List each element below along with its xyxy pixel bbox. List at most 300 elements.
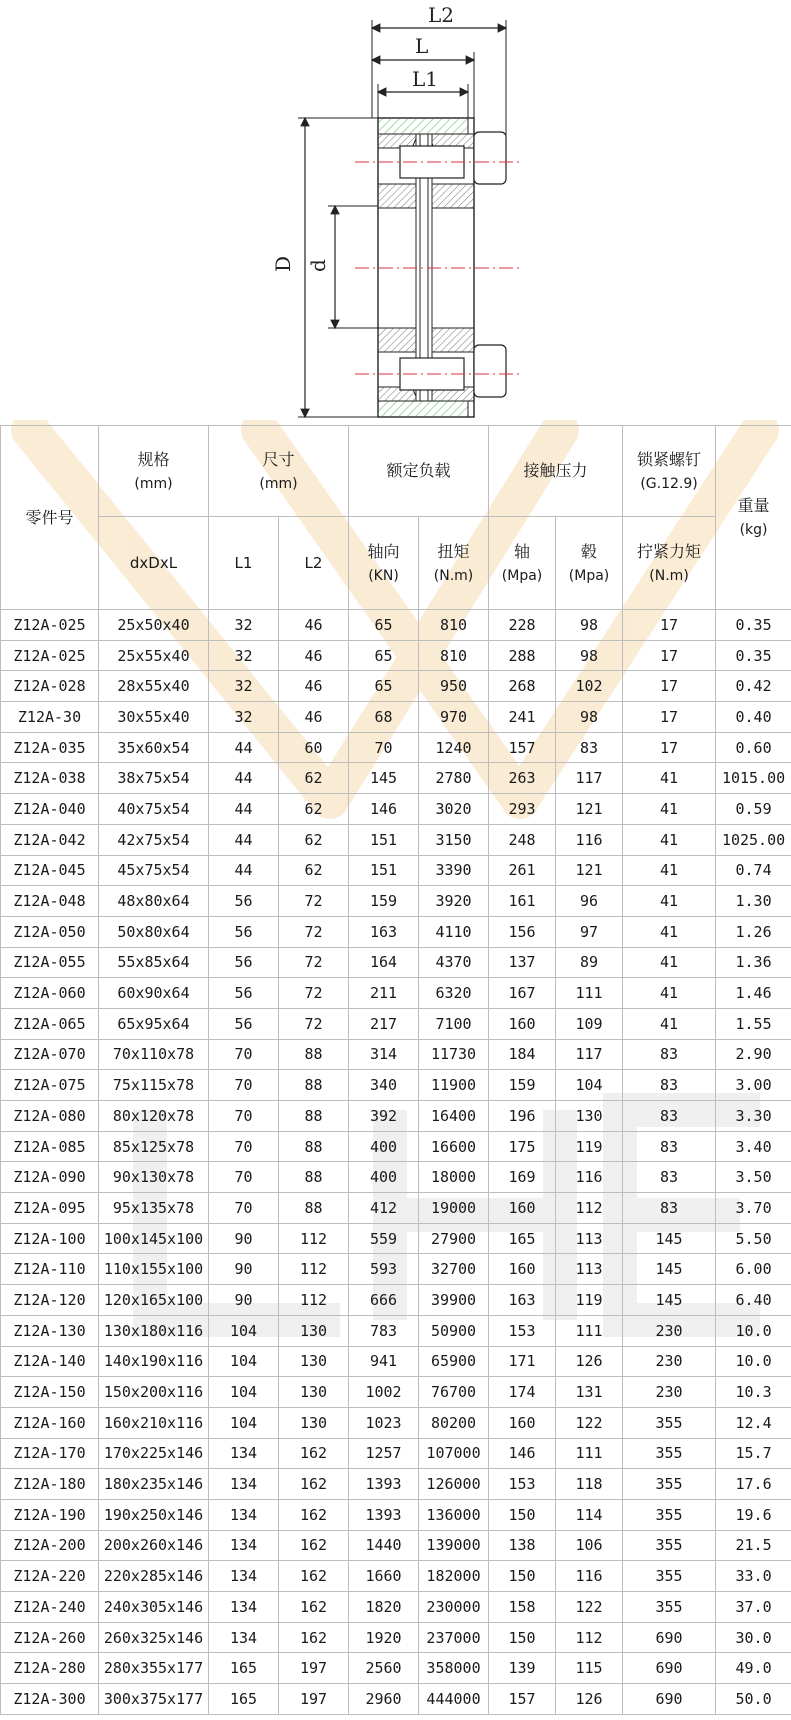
table-cell: 130x180x116 xyxy=(99,1315,209,1346)
table-cell: 65 xyxy=(349,640,419,671)
table-cell: 46 xyxy=(279,640,349,671)
table-cell: 163 xyxy=(349,916,419,947)
table-cell: 44 xyxy=(209,824,279,855)
table-cell: 107000 xyxy=(419,1438,489,1469)
table-cell: 2780 xyxy=(419,763,489,794)
table-row xyxy=(1,671,791,702)
table-row xyxy=(1,855,791,886)
table-cell: 104 xyxy=(209,1346,279,1377)
table-cell: 40x75x54 xyxy=(99,794,209,825)
table-cell: 0.60 xyxy=(716,732,791,763)
table-row xyxy=(1,1131,791,1162)
table-cell: 160 xyxy=(489,1407,556,1438)
table-cell: 65 xyxy=(349,610,419,641)
table-row xyxy=(1,1101,791,1132)
table-cell: 150 xyxy=(489,1499,556,1530)
table-cell: 160 xyxy=(489,1008,556,1039)
table-cell: 167 xyxy=(489,978,556,1009)
table-cell: 117 xyxy=(556,763,623,794)
table-cell: 17 xyxy=(623,702,716,733)
table-cell: 6320 xyxy=(419,978,489,1009)
table-cell: 18000 xyxy=(419,1162,489,1193)
table-cell: 60x90x64 xyxy=(99,978,209,1009)
table-cell: 1.36 xyxy=(716,947,791,978)
table-cell: 88 xyxy=(279,1039,349,1070)
table-cell: 158 xyxy=(489,1592,556,1623)
table-cell: 111 xyxy=(556,978,623,1009)
table-cell: 280x355x177 xyxy=(99,1653,209,1684)
table-cell: 0.35 xyxy=(716,610,791,641)
table-cell: 104 xyxy=(209,1377,279,1408)
table-cell: 165 xyxy=(209,1684,279,1715)
table-cell: 17 xyxy=(623,640,716,671)
table-cell: 444000 xyxy=(419,1684,489,1715)
table-cell: 161 xyxy=(489,886,556,917)
table-cell: 5.50 xyxy=(716,1223,791,1254)
table-cell: Z12A-025 xyxy=(1,640,99,671)
table-cell: 293 xyxy=(489,794,556,825)
table-cell: 72 xyxy=(279,886,349,917)
table-cell: 165 xyxy=(489,1223,556,1254)
table-row xyxy=(1,1499,791,1530)
table-cell: 80x120x78 xyxy=(99,1101,209,1132)
screw-head-top xyxy=(474,132,506,184)
table-cell: 3.30 xyxy=(716,1101,791,1132)
table-cell: 30x55x40 xyxy=(99,702,209,733)
table-cell: 41 xyxy=(623,855,716,886)
table-cell: 55x85x64 xyxy=(99,947,209,978)
table-cell: 941 xyxy=(349,1346,419,1377)
table-cell: 116 xyxy=(556,1561,623,1592)
table-cell: 90x130x78 xyxy=(99,1162,209,1193)
table-cell: 237000 xyxy=(419,1622,489,1653)
table-row xyxy=(1,763,791,794)
table-cell: 162 xyxy=(279,1438,349,1469)
table-cell: 230 xyxy=(623,1377,716,1408)
table-cell: 1.46 xyxy=(716,978,791,1009)
table-cell: 392 xyxy=(349,1101,419,1132)
table-cell: 119 xyxy=(556,1285,623,1316)
table-cell: Z12A-085 xyxy=(1,1131,99,1162)
table-cell: 50.0 xyxy=(716,1684,791,1715)
table-cell: 41 xyxy=(623,763,716,794)
table-cell: 150 xyxy=(489,1622,556,1653)
table-cell: Z12A-042 xyxy=(1,824,99,855)
table-cell: 6.00 xyxy=(716,1254,791,1285)
table-cell: 160x210x116 xyxy=(99,1407,209,1438)
table-cell: 27900 xyxy=(419,1223,489,1254)
table-cell: 130 xyxy=(279,1377,349,1408)
table-cell: 1002 xyxy=(349,1377,419,1408)
table-cell: 3.40 xyxy=(716,1131,791,1162)
table-cell: Z12A-220 xyxy=(1,1561,99,1592)
table-cell: 126000 xyxy=(419,1469,489,1500)
header-shaft: 轴 (Mpa) xyxy=(489,517,556,610)
table-cell: 42x75x54 xyxy=(99,824,209,855)
table-cell: 44 xyxy=(209,794,279,825)
table-cell: 130 xyxy=(556,1101,623,1132)
table-cell: 3390 xyxy=(419,855,489,886)
table-cell: 400 xyxy=(349,1131,419,1162)
table-cell: 116 xyxy=(556,1162,623,1193)
table-row xyxy=(1,1070,791,1101)
table-cell: 3920 xyxy=(419,886,489,917)
table-cell: 16400 xyxy=(419,1101,489,1132)
table-cell: 88 xyxy=(279,1162,349,1193)
table-cell: 151 xyxy=(349,824,419,855)
table-cell: 138 xyxy=(489,1530,556,1561)
table-cell: 196 xyxy=(489,1101,556,1132)
table-cell: 62 xyxy=(279,794,349,825)
table-row xyxy=(1,794,791,825)
table-cell: 220x285x146 xyxy=(99,1561,209,1592)
table-cell: 83 xyxy=(623,1039,716,1070)
table-cell: 180x235x146 xyxy=(99,1469,209,1500)
table-row xyxy=(1,1377,791,1408)
table-cell: 169 xyxy=(489,1162,556,1193)
table-cell: 190x250x146 xyxy=(99,1499,209,1530)
table-cell: 170x225x146 xyxy=(99,1438,209,1469)
table-cell: 112 xyxy=(279,1254,349,1285)
table-cell: 17 xyxy=(623,732,716,763)
table-cell: 4110 xyxy=(419,916,489,947)
table-cell: Z12A-110 xyxy=(1,1254,99,1285)
table-cell: 1440 xyxy=(349,1530,419,1561)
table-cell: 111 xyxy=(556,1315,623,1346)
table-cell: 19000 xyxy=(419,1193,489,1224)
table-row xyxy=(1,732,791,763)
table-cell: 70 xyxy=(209,1039,279,1070)
table-cell: 263 xyxy=(489,763,556,794)
table-cell: 83 xyxy=(623,1101,716,1132)
table-cell: 136000 xyxy=(419,1499,489,1530)
label-d: d xyxy=(306,259,330,272)
table-cell: 248 xyxy=(489,824,556,855)
table-cell: 140x190x116 xyxy=(99,1346,209,1377)
table-cell: 0.59 xyxy=(716,794,791,825)
table-cell: 89 xyxy=(556,947,623,978)
table-cell: 117 xyxy=(556,1039,623,1070)
table-cell: Z12A-050 xyxy=(1,916,99,947)
table-cell: Z12A-025 xyxy=(1,610,99,641)
header-L1: L1 xyxy=(209,517,279,610)
table-cell: 355 xyxy=(623,1561,716,1592)
table-cell: 4370 xyxy=(419,947,489,978)
table-cell: 174 xyxy=(489,1377,556,1408)
table-cell: Z12A-280 xyxy=(1,1653,99,1684)
label-L: L xyxy=(415,34,429,58)
table-cell: Z12A-100 xyxy=(1,1223,99,1254)
table-cell: 6.40 xyxy=(716,1285,791,1316)
table-cell: 114 xyxy=(556,1499,623,1530)
table-cell: 200x260x146 xyxy=(99,1530,209,1561)
table-cell: 690 xyxy=(623,1684,716,1715)
table-cell: 70 xyxy=(209,1131,279,1162)
table-cell: Z12A-028 xyxy=(1,671,99,702)
table-cell: Z12A-055 xyxy=(1,947,99,978)
table-cell: 41 xyxy=(623,947,716,978)
table-cell: 88 xyxy=(279,1193,349,1224)
table-cell: 157 xyxy=(489,1684,556,1715)
table-cell: 10.0 xyxy=(716,1346,791,1377)
table-cell: 412 xyxy=(349,1193,419,1224)
table-cell: 104 xyxy=(209,1315,279,1346)
table-cell: 41 xyxy=(623,824,716,855)
table-cell: 131 xyxy=(556,1377,623,1408)
table-cell: Z12A-150 xyxy=(1,1377,99,1408)
table-cell: Z12A-130 xyxy=(1,1315,99,1346)
table-cell: 1.30 xyxy=(716,886,791,917)
table-cell: 65x95x64 xyxy=(99,1008,209,1039)
table-cell: 83 xyxy=(623,1131,716,1162)
table-cell: 70 xyxy=(209,1162,279,1193)
table-cell: Z12A-048 xyxy=(1,886,99,917)
table-cell: 211 xyxy=(349,978,419,1009)
table-cell: 134 xyxy=(209,1499,279,1530)
table-cell: 197 xyxy=(279,1684,349,1715)
table-cell: 46 xyxy=(279,671,349,702)
table-row xyxy=(1,1469,791,1500)
header-axial: 轴向 (KN) xyxy=(349,517,419,610)
table-row xyxy=(1,1438,791,1469)
table-cell: 145 xyxy=(623,1254,716,1285)
table-cell: 15.7 xyxy=(716,1438,791,1469)
table-cell: 3.00 xyxy=(716,1070,791,1101)
table-cell: 970 xyxy=(419,702,489,733)
table-cell: 45x75x54 xyxy=(99,855,209,886)
table-row xyxy=(1,1039,791,1070)
table-cell: 134 xyxy=(209,1530,279,1561)
table-cell: 137 xyxy=(489,947,556,978)
table-cell: 11730 xyxy=(419,1039,489,1070)
table-row xyxy=(1,916,791,947)
table-cell: 1015.00 xyxy=(716,763,791,794)
screw-head-bottom xyxy=(474,345,506,397)
table-cell: 95x135x78 xyxy=(99,1193,209,1224)
table-cell: 41 xyxy=(623,1008,716,1039)
table-cell: 690 xyxy=(623,1653,716,1684)
table-cell: 50x80x64 xyxy=(99,916,209,947)
table-cell: 163 xyxy=(489,1285,556,1316)
table-cell: 355 xyxy=(623,1469,716,1500)
table-cell: 33.0 xyxy=(716,1561,791,1592)
table-cell: 260x325x146 xyxy=(99,1622,209,1653)
table-cell: 1393 xyxy=(349,1499,419,1530)
table-cell: Z12A-140 xyxy=(1,1346,99,1377)
table-cell: 130 xyxy=(279,1346,349,1377)
table-cell: Z12A-120 xyxy=(1,1285,99,1316)
table-cell: 70 xyxy=(209,1070,279,1101)
table-cell: 113 xyxy=(556,1223,623,1254)
table-cell: 261 xyxy=(489,855,556,886)
header-spec: 规格 (mm) xyxy=(99,426,209,517)
table-cell: Z12A-090 xyxy=(1,1162,99,1193)
table-cell: 162 xyxy=(279,1530,349,1561)
table-row xyxy=(1,1285,791,1316)
table-cell: 162 xyxy=(279,1499,349,1530)
table-row xyxy=(1,1653,791,1684)
table-cell: 104 xyxy=(209,1407,279,1438)
header-screw: 锁紧螺钉 (G.12.9) xyxy=(623,426,716,517)
table-cell: 139 xyxy=(489,1653,556,1684)
technical-drawing xyxy=(0,0,791,425)
table-cell: 145 xyxy=(623,1285,716,1316)
table-cell: 0.40 xyxy=(716,702,791,733)
table-cell: 171 xyxy=(489,1346,556,1377)
table-cell: 106 xyxy=(556,1530,623,1561)
table-cell: 593 xyxy=(349,1254,419,1285)
table-cell: 126 xyxy=(556,1346,623,1377)
table-cell: 164 xyxy=(349,947,419,978)
table-cell: Z12A-065 xyxy=(1,1008,99,1039)
table-cell: Z12A-300 xyxy=(1,1684,99,1715)
table-cell: 70 xyxy=(209,1193,279,1224)
label-D: D xyxy=(271,255,295,272)
table-cell: 56 xyxy=(209,947,279,978)
table-cell: 65 xyxy=(349,671,419,702)
table-cell: 65900 xyxy=(419,1346,489,1377)
table-cell: Z12A-070 xyxy=(1,1039,99,1070)
table-cell: 134 xyxy=(209,1469,279,1500)
header-dxDxL: dxDxL xyxy=(99,517,209,610)
table-cell: 62 xyxy=(279,824,349,855)
table-cell: 112 xyxy=(556,1193,623,1224)
table-cell: 810 xyxy=(419,610,489,641)
table-cell: 98 xyxy=(556,610,623,641)
table-cell: 98 xyxy=(556,702,623,733)
table-cell: 111 xyxy=(556,1438,623,1469)
table-cell: 72 xyxy=(279,947,349,978)
table-cell: 197 xyxy=(279,1653,349,1684)
table-cell: 109 xyxy=(556,1008,623,1039)
table-cell: 153 xyxy=(489,1315,556,1346)
table-cell: 157 xyxy=(489,732,556,763)
table-cell: 32700 xyxy=(419,1254,489,1285)
table-cell: 32 xyxy=(209,610,279,641)
table-cell: 44 xyxy=(209,732,279,763)
table-row xyxy=(1,1561,791,1592)
table-cell: 56 xyxy=(209,1008,279,1039)
table-cell: 162 xyxy=(279,1592,349,1623)
table-cell: 39900 xyxy=(419,1285,489,1316)
table-cell: 2960 xyxy=(349,1684,419,1715)
table-row xyxy=(1,1254,791,1285)
table-row xyxy=(1,1346,791,1377)
table-cell: 126 xyxy=(556,1684,623,1715)
table-cell: 3150 xyxy=(419,824,489,855)
table-cell: Z12A-240 xyxy=(1,1592,99,1623)
table-cell: 145 xyxy=(349,763,419,794)
table-row xyxy=(1,824,791,855)
table-cell: 85x125x78 xyxy=(99,1131,209,1162)
table-cell: 88 xyxy=(279,1131,349,1162)
table-cell: 56 xyxy=(209,886,279,917)
table-cell: 60 xyxy=(279,732,349,763)
table-cell: 41 xyxy=(623,978,716,1009)
table-cell: 76700 xyxy=(419,1377,489,1408)
header-part-no: 零件号 xyxy=(1,426,99,610)
table-cell: Z12A-040 xyxy=(1,794,99,825)
table-cell: 122 xyxy=(556,1592,623,1623)
table-cell: 162 xyxy=(279,1622,349,1653)
table-cell: 1025.00 xyxy=(716,824,791,855)
table-cell: 113 xyxy=(556,1254,623,1285)
table-cell: 783 xyxy=(349,1315,419,1346)
table-cell: 38x75x54 xyxy=(99,763,209,794)
table-cell: 25x55x40 xyxy=(99,640,209,671)
table-row xyxy=(1,978,791,1009)
table-cell: 90 xyxy=(209,1285,279,1316)
table-cell: 30.0 xyxy=(716,1622,791,1653)
table-cell: 400 xyxy=(349,1162,419,1193)
label-L1: L1 xyxy=(412,67,439,91)
table-cell: 44 xyxy=(209,855,279,886)
table-cell: 160 xyxy=(489,1254,556,1285)
table-cell: 100x145x100 xyxy=(99,1223,209,1254)
table-cell: 134 xyxy=(209,1561,279,1592)
table-cell: 70 xyxy=(209,1101,279,1132)
table-cell: 121 xyxy=(556,794,623,825)
header-tightening: 拧紧力矩 (N.m) xyxy=(623,517,716,610)
table-cell: 72 xyxy=(279,916,349,947)
table-cell: 68 xyxy=(349,702,419,733)
table-cell: 70x110x78 xyxy=(99,1039,209,1070)
table-cell: 115 xyxy=(556,1653,623,1684)
table-cell: 75x115x78 xyxy=(99,1070,209,1101)
table-cell: Z12A-095 xyxy=(1,1193,99,1224)
table-cell: Z12A-075 xyxy=(1,1070,99,1101)
table-cell: Z12A-180 xyxy=(1,1469,99,1500)
table-cell: 3.50 xyxy=(716,1162,791,1193)
table-row xyxy=(1,1193,791,1224)
table-cell: 268 xyxy=(489,671,556,702)
table-cell: Z12A-045 xyxy=(1,855,99,886)
table-cell: 98 xyxy=(556,640,623,671)
table-cell: 165 xyxy=(209,1653,279,1684)
table-cell: 72 xyxy=(279,978,349,1009)
table-cell: 355 xyxy=(623,1407,716,1438)
table-cell: 182000 xyxy=(419,1561,489,1592)
table-cell: 83 xyxy=(623,1162,716,1193)
table-row xyxy=(1,1407,791,1438)
table-cell: 112 xyxy=(279,1285,349,1316)
table-cell: 1.55 xyxy=(716,1008,791,1039)
table-cell: 134 xyxy=(209,1438,279,1469)
table-cell: 80200 xyxy=(419,1407,489,1438)
table-cell: 90 xyxy=(209,1254,279,1285)
table-cell: 300x375x177 xyxy=(99,1684,209,1715)
table-cell: 90 xyxy=(209,1223,279,1254)
table-cell: 146 xyxy=(489,1438,556,1469)
spec-table xyxy=(0,425,791,1715)
table-cell: 1393 xyxy=(349,1469,419,1500)
table-cell: 32 xyxy=(209,671,279,702)
table-cell: 358000 xyxy=(419,1653,489,1684)
table-cell: 41 xyxy=(623,886,716,917)
table-cell: 35x60x54 xyxy=(99,732,209,763)
table-cell: 159 xyxy=(349,886,419,917)
table-cell: 44 xyxy=(209,763,279,794)
table-cell: 150x200x116 xyxy=(99,1377,209,1408)
table-cell: 145 xyxy=(623,1223,716,1254)
header-rated-load: 额定负载 xyxy=(349,426,489,517)
table-row xyxy=(1,1684,791,1715)
table-cell: 21.5 xyxy=(716,1530,791,1561)
table-cell: 17 xyxy=(623,671,716,702)
table-cell: 41 xyxy=(623,794,716,825)
table-cell: 112 xyxy=(279,1223,349,1254)
table-cell: 1.26 xyxy=(716,916,791,947)
